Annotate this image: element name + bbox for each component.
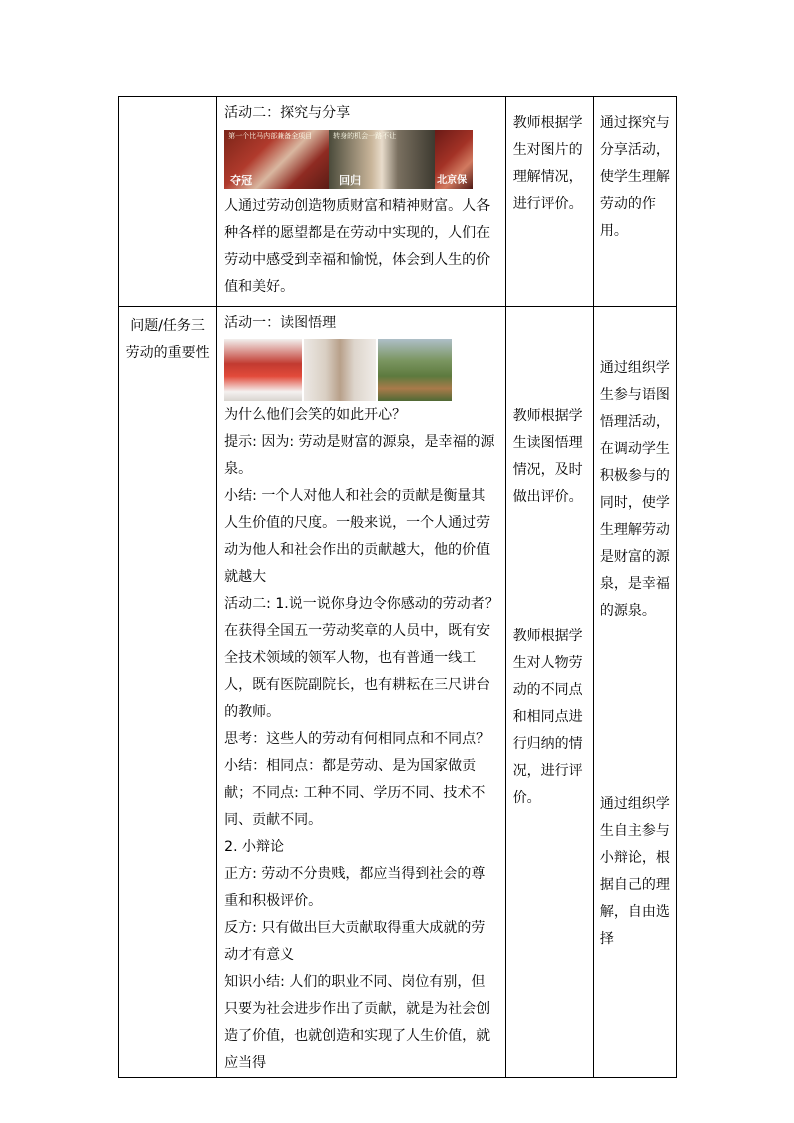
- debate-title: 2. 小辩论: [224, 839, 284, 855]
- activity-2-title: 活动二: 1.说一说你身边令你感动的劳动者？: [224, 596, 499, 612]
- lesson-plan-table: [118, 96, 677, 1078]
- design-purpose-cell: [593, 97, 676, 307]
- design-purpose-1: 通过组织学生参与语图悟理活动，在调动学生积极参与的同时，使学生理解劳动是财富的源泉，是幸福的源泉。: [599, 360, 670, 619]
- topic-cell: [119, 307, 217, 1078]
- photo-caption: 北京保: [437, 175, 468, 186]
- topic-subtitle: 劳动的重要性: [125, 345, 210, 361]
- pro-side: 正方: 劳动不分贵贱，都应当得到社会的尊重和积极评价。: [224, 866, 486, 909]
- table-row: [119, 97, 677, 307]
- activity-cell: [217, 97, 506, 307]
- topic-title: 问题/任务三: [130, 318, 205, 334]
- question: 为什么他们会笑的如此开心？: [224, 407, 407, 423]
- think-question: 思考：这些人的劳动有何相同点和不同点？: [224, 731, 491, 747]
- farmers-photo: [378, 339, 452, 401]
- summary-1: 小结: 一个人对他人和社会的贡献是衡量其人生价值的尺度。一般来说，一个人通过劳动为他人和社会作出的贡献越大，他的价值就越大: [224, 488, 491, 585]
- photo-caption: 夺冠: [230, 174, 253, 187]
- activity-2-text: 在获得全国五一劳动奖章的人员中，既有安全技术领域的领军人物，也有普通一线工人，既有医院副院长，也有耕耘在三尺讲台的教师。: [224, 623, 491, 720]
- volleyball-team-photo: 第一个比马内部兼备全项目 夺冠: [224, 130, 329, 189]
- activity-title: 活动一：读图悟理: [224, 315, 337, 331]
- hint: 提示: 因为: 劳动是财富的源泉，是幸福的源泉。: [224, 434, 495, 477]
- photo-caption: 回归: [339, 174, 362, 187]
- summary-2: 小结：相同点：都是劳动、是为国家做贡献；不同点: 工种不同、学历不同、技术不同、贡献不同。: [224, 758, 486, 828]
- design-purpose-cell: [593, 307, 676, 1078]
- teacher-evaluation-2: 教师根据学生对人物劳动的不同点和相同点进行归纳的情况，进行评价。: [512, 628, 583, 806]
- activity-content: 人通过劳动创造物质财富和精神财富。人各种各样的愿望都是在劳动中实现的，人们在劳动中感受到幸福和愉悦，体会到人生的价值和美好。: [224, 198, 491, 295]
- celebrating-team-photo: [224, 339, 302, 401]
- photo-strip: [224, 339, 499, 401]
- teacher-evaluation-1: 教师根据学生读图悟理情况，及时做出评价。: [512, 408, 583, 505]
- activity-cell: [217, 307, 506, 1078]
- teacher-activity-cell: [505, 97, 593, 307]
- con-side: 反方: 只有做出巨大贡献取得重大成就的劳动才有意义: [224, 920, 486, 963]
- photo-strip: [224, 130, 499, 189]
- teacher-activity-cell: [505, 307, 593, 1078]
- design-purpose-2: 通过组织学生自主参与小辩论，根据自己的理解，自由选择: [599, 796, 670, 947]
- knowledge-summary: 知识小结: 人们的职业不同、岗位有别，但只要为社会进步作出了贡献，就是为社会创造了价值，也就创造和实现了人生价值，就应当得: [224, 974, 491, 1071]
- design-purpose: 通过探究与分享活动，使学生理解劳动的作用。: [599, 115, 670, 239]
- military-man-photo: 转身的机会一路不让 回归: [329, 130, 435, 189]
- smiling-men-photo: [304, 339, 376, 401]
- beijing-photo: [435, 130, 473, 189]
- teacher-evaluation: 教师根据学生对图片的理解情况，进行评价。: [512, 115, 583, 212]
- table-row: [119, 307, 677, 1078]
- topic-cell-empty: [119, 97, 217, 307]
- activity-title: 活动二：探究与分享: [224, 105, 351, 121]
